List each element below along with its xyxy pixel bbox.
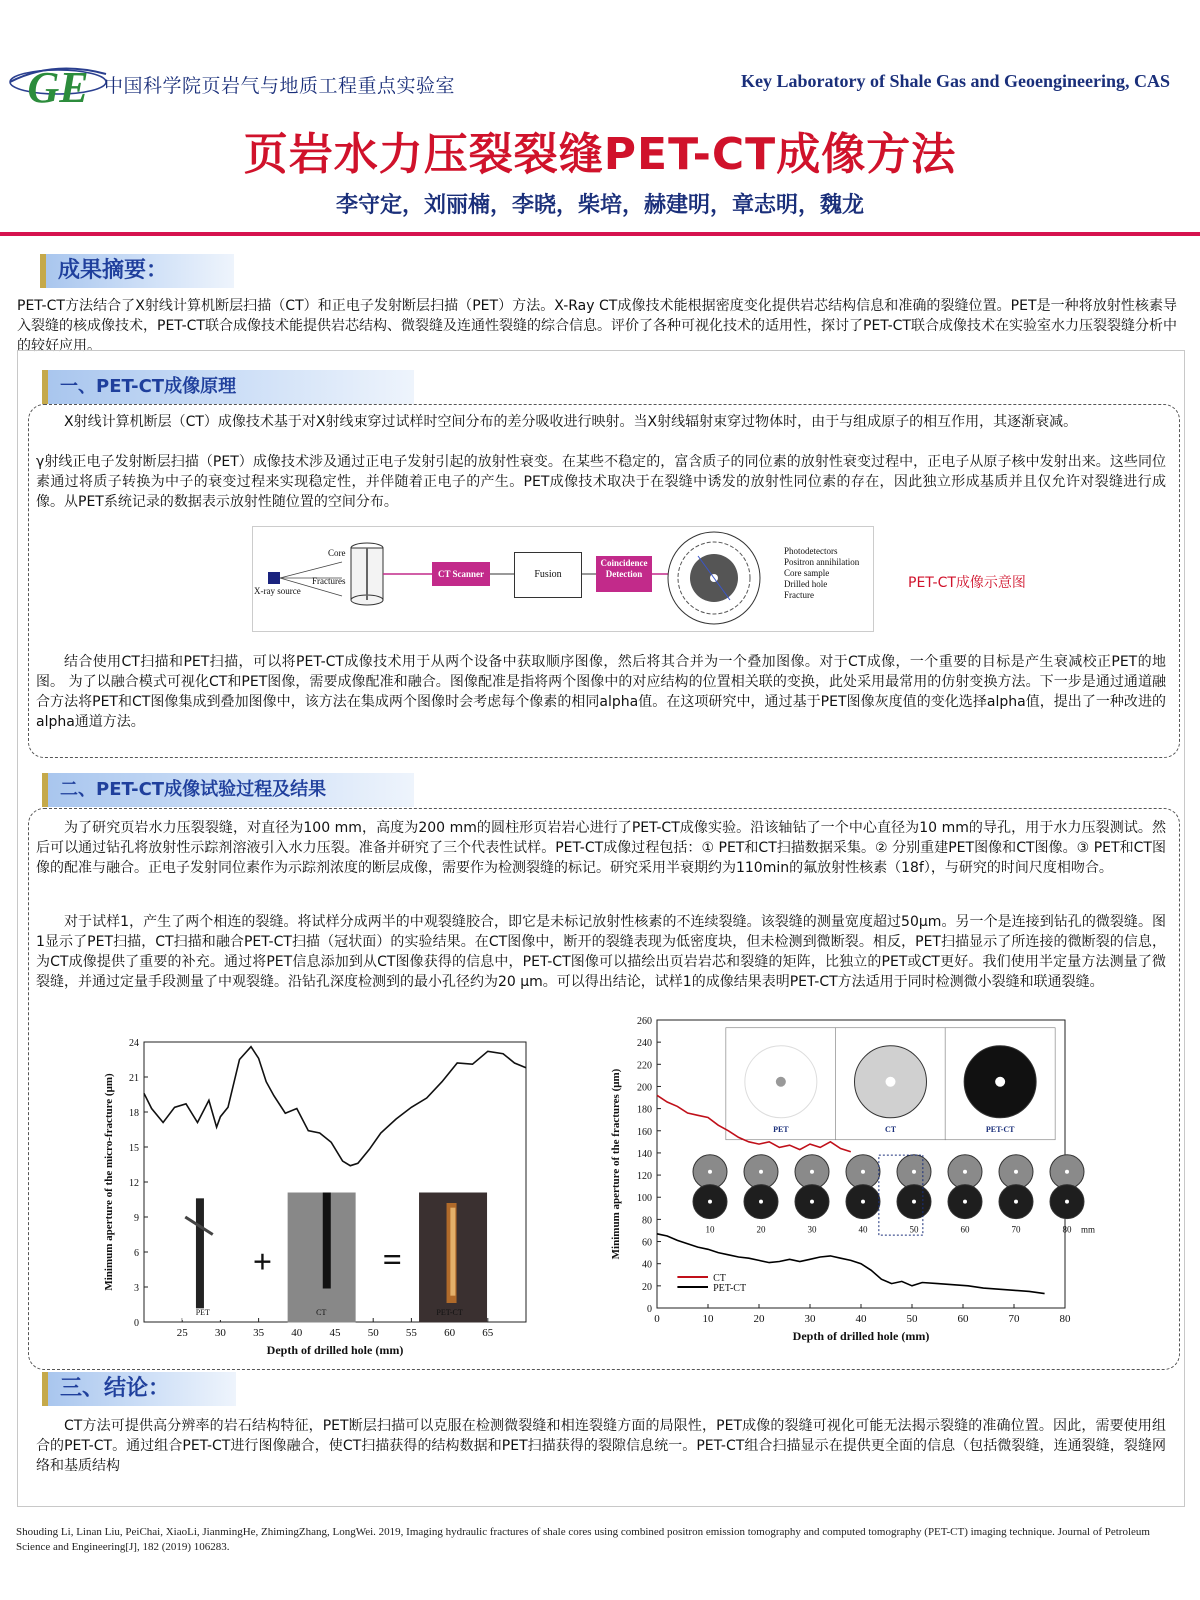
slice-petct-hole <box>759 1200 763 1204</box>
x-tick-label: 60 <box>444 1327 456 1339</box>
slice-ct-hole <box>708 1170 712 1174</box>
slice-ct-hole <box>759 1170 763 1174</box>
section2-p1: 为了研究页岩水力压裂裂缝，对直径为100 mm，高度为200 mm的圆柱形页岩岩心进行了PET-CT成像实验。沿该轴钻了一个中心直径为10 mm的导孔，用于水力压裂测试。然后可以通过钻孔将放射性示踪剂溶液引入水力压裂。准备并研究了三个代表性试样。PET-CT成像过程包括：① PET和CT扫描数据采集。② 分别重建PET图像和CT图像。③ PET和CT图像的配准与融合。正电子发射同位素作为示踪剂浓度的断层成像，需要作为检测裂缝的标记。研究采用半衰期约为110min的氟放射性核素（18f），与研究的时间尺度相吻合。 <box>36 820 1166 876</box>
petct-hole <box>450 1208 455 1296</box>
slice-petct-hole <box>1014 1200 1018 1204</box>
reference: Shouding Li, Linan Liu, PeiChai, XiaoLi, JianmingHe, ZhimingZhang, LongWei. 2019, Imaging hydraulic fractures of shale cores using combined positron emission tomography and computed tomography (PET-CT) imaging technique. Journal of Petroleum Science and Engineering[J], 182 (2019) 106283. <box>16 1526 1150 1553</box>
slice-petct-hole <box>810 1200 814 1204</box>
legend-label-CT: CT <box>713 1272 726 1284</box>
legend-fracture: Fracture <box>784 590 814 600</box>
slice-ct-hole <box>861 1170 865 1174</box>
x-tick-label: 10 <box>702 1313 714 1325</box>
scan-hole <box>776 1077 786 1087</box>
scan-panel-label: CT <box>884 1124 897 1134</box>
x-tick-label: 50 <box>367 1327 379 1339</box>
x-tick-label: 40 <box>291 1327 303 1339</box>
slice-depth-label: 20 <box>756 1224 766 1235</box>
slice-depth-label: 60 <box>960 1224 970 1235</box>
org-name-cn: 中国科学院页岩气与地质工程重点实验室 <box>104 75 456 97</box>
y-tick-label: 260 <box>637 1016 652 1027</box>
y-tick-label: 40 <box>642 1259 652 1271</box>
logo <box>8 52 108 110</box>
x-tick-label: 45 <box>329 1327 341 1339</box>
conclusion-text: CT方法可提供高分辨率的岩石结构特征，PET断层扫描可以克服在检测微裂缝和相连裂缝方面的局限性，PET成像的裂缝可视化可能无法揭示裂缝的准确位置。因此，需要使用组合的PET-CT。通过组合PET-CT进行图像融合，使CT扫描获得的结构数据和PET扫描获得的裂隙信息统一。PET-CT组合扫描显示在提供更全面的信息（包括微裂缝，连通裂缝，裂缝网络和基质结构 <box>36 1418 1166 1474</box>
x-tick-label: 80 <box>1059 1313 1071 1325</box>
fusion-box: Fusion <box>514 552 582 598</box>
org-name-en: Key Laboratory of Shale Gas and Geoengineering, CAS <box>740 71 1170 91</box>
slice-depth-label: 80 <box>1062 1224 1072 1235</box>
section1-heading: 一、PET-CT成像原理 <box>42 370 414 404</box>
y-tick-label: 200 <box>637 1082 652 1094</box>
ct-scanner-box: CT Scanner <box>432 562 490 586</box>
x-axis-label: Depth of drilled hole (mm) <box>792 1329 930 1343</box>
y-tick-label: 180 <box>637 1104 652 1116</box>
y-tick-label: 20 <box>642 1281 652 1293</box>
slice-depth-label: 40 <box>858 1224 868 1235</box>
scan-hole <box>886 1077 896 1087</box>
x-tick-label: 30 <box>804 1313 816 1325</box>
slice-petct-hole <box>912 1200 916 1204</box>
equals-sign: = <box>382 1241 402 1279</box>
y-tick-label: 21 <box>129 1073 139 1084</box>
y-tick-label: 140 <box>637 1148 652 1160</box>
y-tick-label: 18 <box>129 1108 139 1119</box>
pet-ct-schematic <box>252 526 872 630</box>
slice-petct-hole <box>708 1200 712 1204</box>
paper-title: 页岩水力压裂裂缝PET-CT成像方法 <box>243 129 957 180</box>
scan-panel-label: PET <box>773 1124 789 1134</box>
section2-heading: 二、PET-CT成像试验过程及结果 <box>42 773 414 807</box>
x-tick-label: 25 <box>176 1327 188 1339</box>
y-tick-label: 240 <box>637 1038 652 1050</box>
section1-p3: 结合使用CT扫描和PET扫描，可以将PET-CT成像技术用于从两个设备中获取顺序图像，然后将其合并为一个叠加图像。对于CT成像，一个重要的目标是产生衰减校正PET的地图。 为了以融合模式可视化CT和PET图像，需要成像配准和融合。图像配准是指将两个图像中的对应结构的位置相关联的变换，此处采用最常用的仿射变换方法。下一步是通过通道融合方法将PET和CT图像集成到叠加图像中，该方法在集成两个图像时会考虑每个像素的相同alpha值。在这项研究中，通过基于PET图像灰度值的变化选择alpha值，提出了一种改进的alpha通道方法。 <box>36 654 1166 730</box>
slice-ct-hole <box>810 1170 814 1174</box>
inset-label-petct: PET-CT <box>436 1308 463 1317</box>
y-tick-label: 220 <box>637 1060 652 1072</box>
legend-core-sample: Core sample <box>784 568 830 578</box>
y-tick-label: 80 <box>642 1215 652 1227</box>
section2-p2: 对于试样1，产生了两个相连的裂缝。将试样分成两半的中观裂缝胶合，即它是未标记放射性核素的不连续裂缝。该裂缝的测量宽度超过50μm。另一个是连接到钻孔的微裂缝。图1显示了PET扫描，CT扫描和融合PET-CT扫描（冠状面）的实验结果。在CT图像中，断开的裂缝表现为低密度块，但未检测到微断裂。相反，PET扫描显示了所连接的微断裂的信息，为CT成像提供了重要的补充。通过将PET信息添加到从CT图像获得的信息中，PET-CT图像可以描绘出页岩岩芯和裂缝的矩阵，比独立的PET或CT更好。我们使用半定量方法测量了微裂缝，并通过定量手段测量了中观裂缝。沿钻孔深度检测到的最小孔径约为20 μm。可以得出结论，试样1的成像结果表明PET-CT方法适用于同时检测微小裂缝和联通裂缝。 <box>36 914 1166 990</box>
diagram-legend <box>784 546 859 601</box>
legend-positron: Positron annihilation <box>784 557 860 567</box>
slice-ct-hole <box>1065 1170 1069 1174</box>
slice-petct-hole <box>963 1200 967 1204</box>
slice-ct-hole <box>963 1170 967 1174</box>
y-tick-label: 0 <box>647 1304 652 1315</box>
x-tick-label: 20 <box>753 1313 765 1325</box>
fractures-label: Fractures <box>312 576 346 586</box>
inset-label-pet: PET <box>195 1308 210 1317</box>
y-tick-label: 100 <box>637 1193 652 1205</box>
section1-p2: γ射线正电子发射断层扫描（PET）成像技术涉及通过正电子发射引起的放射性衰变。在某些不稳定的，富含质子的同位素的放射性衰变过程中，正电子从原子核中发射出来。这些同位素通过将质子转换为中子的衰变过程来实现稳定性，并伴随着正电子的产生。PET成像技术取决于在裂缝中诱发的放射性同位素的存在，因此独立形成基质并且仅允许对裂缝进行成像。从PET系统记录的数据表示放射性随位置的空间分布。 <box>36 454 1166 510</box>
scan-panel-label: PET-CT <box>985 1124 1015 1134</box>
slice-ct-hole <box>912 1170 916 1174</box>
slice-petct-hole <box>1065 1200 1069 1204</box>
x-tick-label: 60 <box>957 1313 969 1325</box>
section3-heading: 三、结论： <box>42 1372 236 1406</box>
ct-image <box>288 1193 356 1323</box>
x-tick-label: 0 <box>654 1313 660 1325</box>
section1-p1: X射线计算机断层（CT）成像技术基于对X射线束穿过试样时空间分布的差分吸收进行映射。当X射线辐射束穿过物体时，由于与组成原子的相互作用，其逐渐衰减。 <box>64 414 1078 430</box>
slice-petct-hole <box>861 1200 865 1204</box>
y-tick-label: 120 <box>637 1171 652 1183</box>
x-tick-label: 40 <box>855 1313 867 1325</box>
plus-sign: + <box>252 1244 273 1281</box>
slice-depth-label: 70 <box>1011 1224 1021 1235</box>
y-tick-label: 24 <box>129 1038 139 1049</box>
y-tick-label: 6 <box>134 1248 139 1259</box>
y-tick-label: 60 <box>642 1237 652 1249</box>
legend-drilled-hole: Drilled hole <box>784 579 828 589</box>
x-tick-label: 55 <box>405 1327 417 1339</box>
x-tick-label: 65 <box>482 1327 494 1339</box>
slice-depth-label: 10 <box>705 1224 715 1235</box>
chart-fractures <box>605 1016 1105 1360</box>
ct-hole <box>323 1193 331 1289</box>
scan-hole <box>995 1077 1005 1087</box>
x-tick-label: 30 <box>214 1327 226 1339</box>
y-axis-label: Minimum aperture of the micro-fracture (μm) <box>103 1073 115 1291</box>
slice-depth-label: 50 <box>909 1224 919 1235</box>
x-tick-label: 35 <box>253 1327 265 1339</box>
y-tick-label: 3 <box>134 1283 139 1294</box>
coincidence-box: Coincidence Detection <box>596 556 652 592</box>
abstract-heading: 成果摘要： <box>40 254 234 288</box>
xray-source-label: X-ray source <box>254 586 301 596</box>
x-tick-label: 50 <box>906 1313 918 1325</box>
chart-micro-fracture <box>100 1038 540 1358</box>
y-tick-label: 160 <box>637 1126 652 1138</box>
y-axis-label: Minimum aperture of the fractures (μm) <box>610 1068 622 1260</box>
slice-ct-hole <box>1014 1170 1018 1174</box>
inset-label-ct: CT <box>316 1308 327 1317</box>
x-axis-label: Depth of drilled hole (mm) <box>266 1343 404 1357</box>
y-tick-label: 0 <box>134 1318 139 1329</box>
slice-depth-unit: mm <box>1080 1224 1095 1235</box>
authors: 李守定，刘丽楠，李晓，柴培，赫建明，章志明，魏龙 <box>335 193 864 218</box>
abstract-text: PET-CT方法结合了X射线计算机断层扫描（CT）和正电子发射断层扫描（PET）方法。X-Ray CT成像技术能根据密度变化提供岩芯结构信息和准确的裂缝位置。PET是一种将放射性核素导入裂缝的核成像技术，PET-CT联合成像技术能提供岩芯结构、微裂缝及连通性裂缝的综合信息。评价了各种可视化技术的适用性，探讨了PET-CT联合成像技术在实验室水力压裂裂缝分析中的较好应用。 <box>17 298 1177 354</box>
schematic-caption: PET-CT成像示意图 <box>908 575 1026 591</box>
y-tick-label: 12 <box>129 1178 139 1189</box>
divider <box>0 232 1200 236</box>
slice-depth-label: 30 <box>807 1224 817 1235</box>
core-label: Core <box>328 548 346 558</box>
y-tick-label: 15 <box>129 1143 139 1154</box>
x-tick-label: 70 <box>1008 1313 1020 1325</box>
pet-fracture <box>196 1198 204 1308</box>
legend-label-PET-CT: PET-CT <box>713 1282 747 1294</box>
legend-photodetectors: Photodetectors <box>784 546 838 556</box>
logo-text: GE <box>27 63 89 110</box>
y-tick-label: 9 <box>134 1213 139 1224</box>
